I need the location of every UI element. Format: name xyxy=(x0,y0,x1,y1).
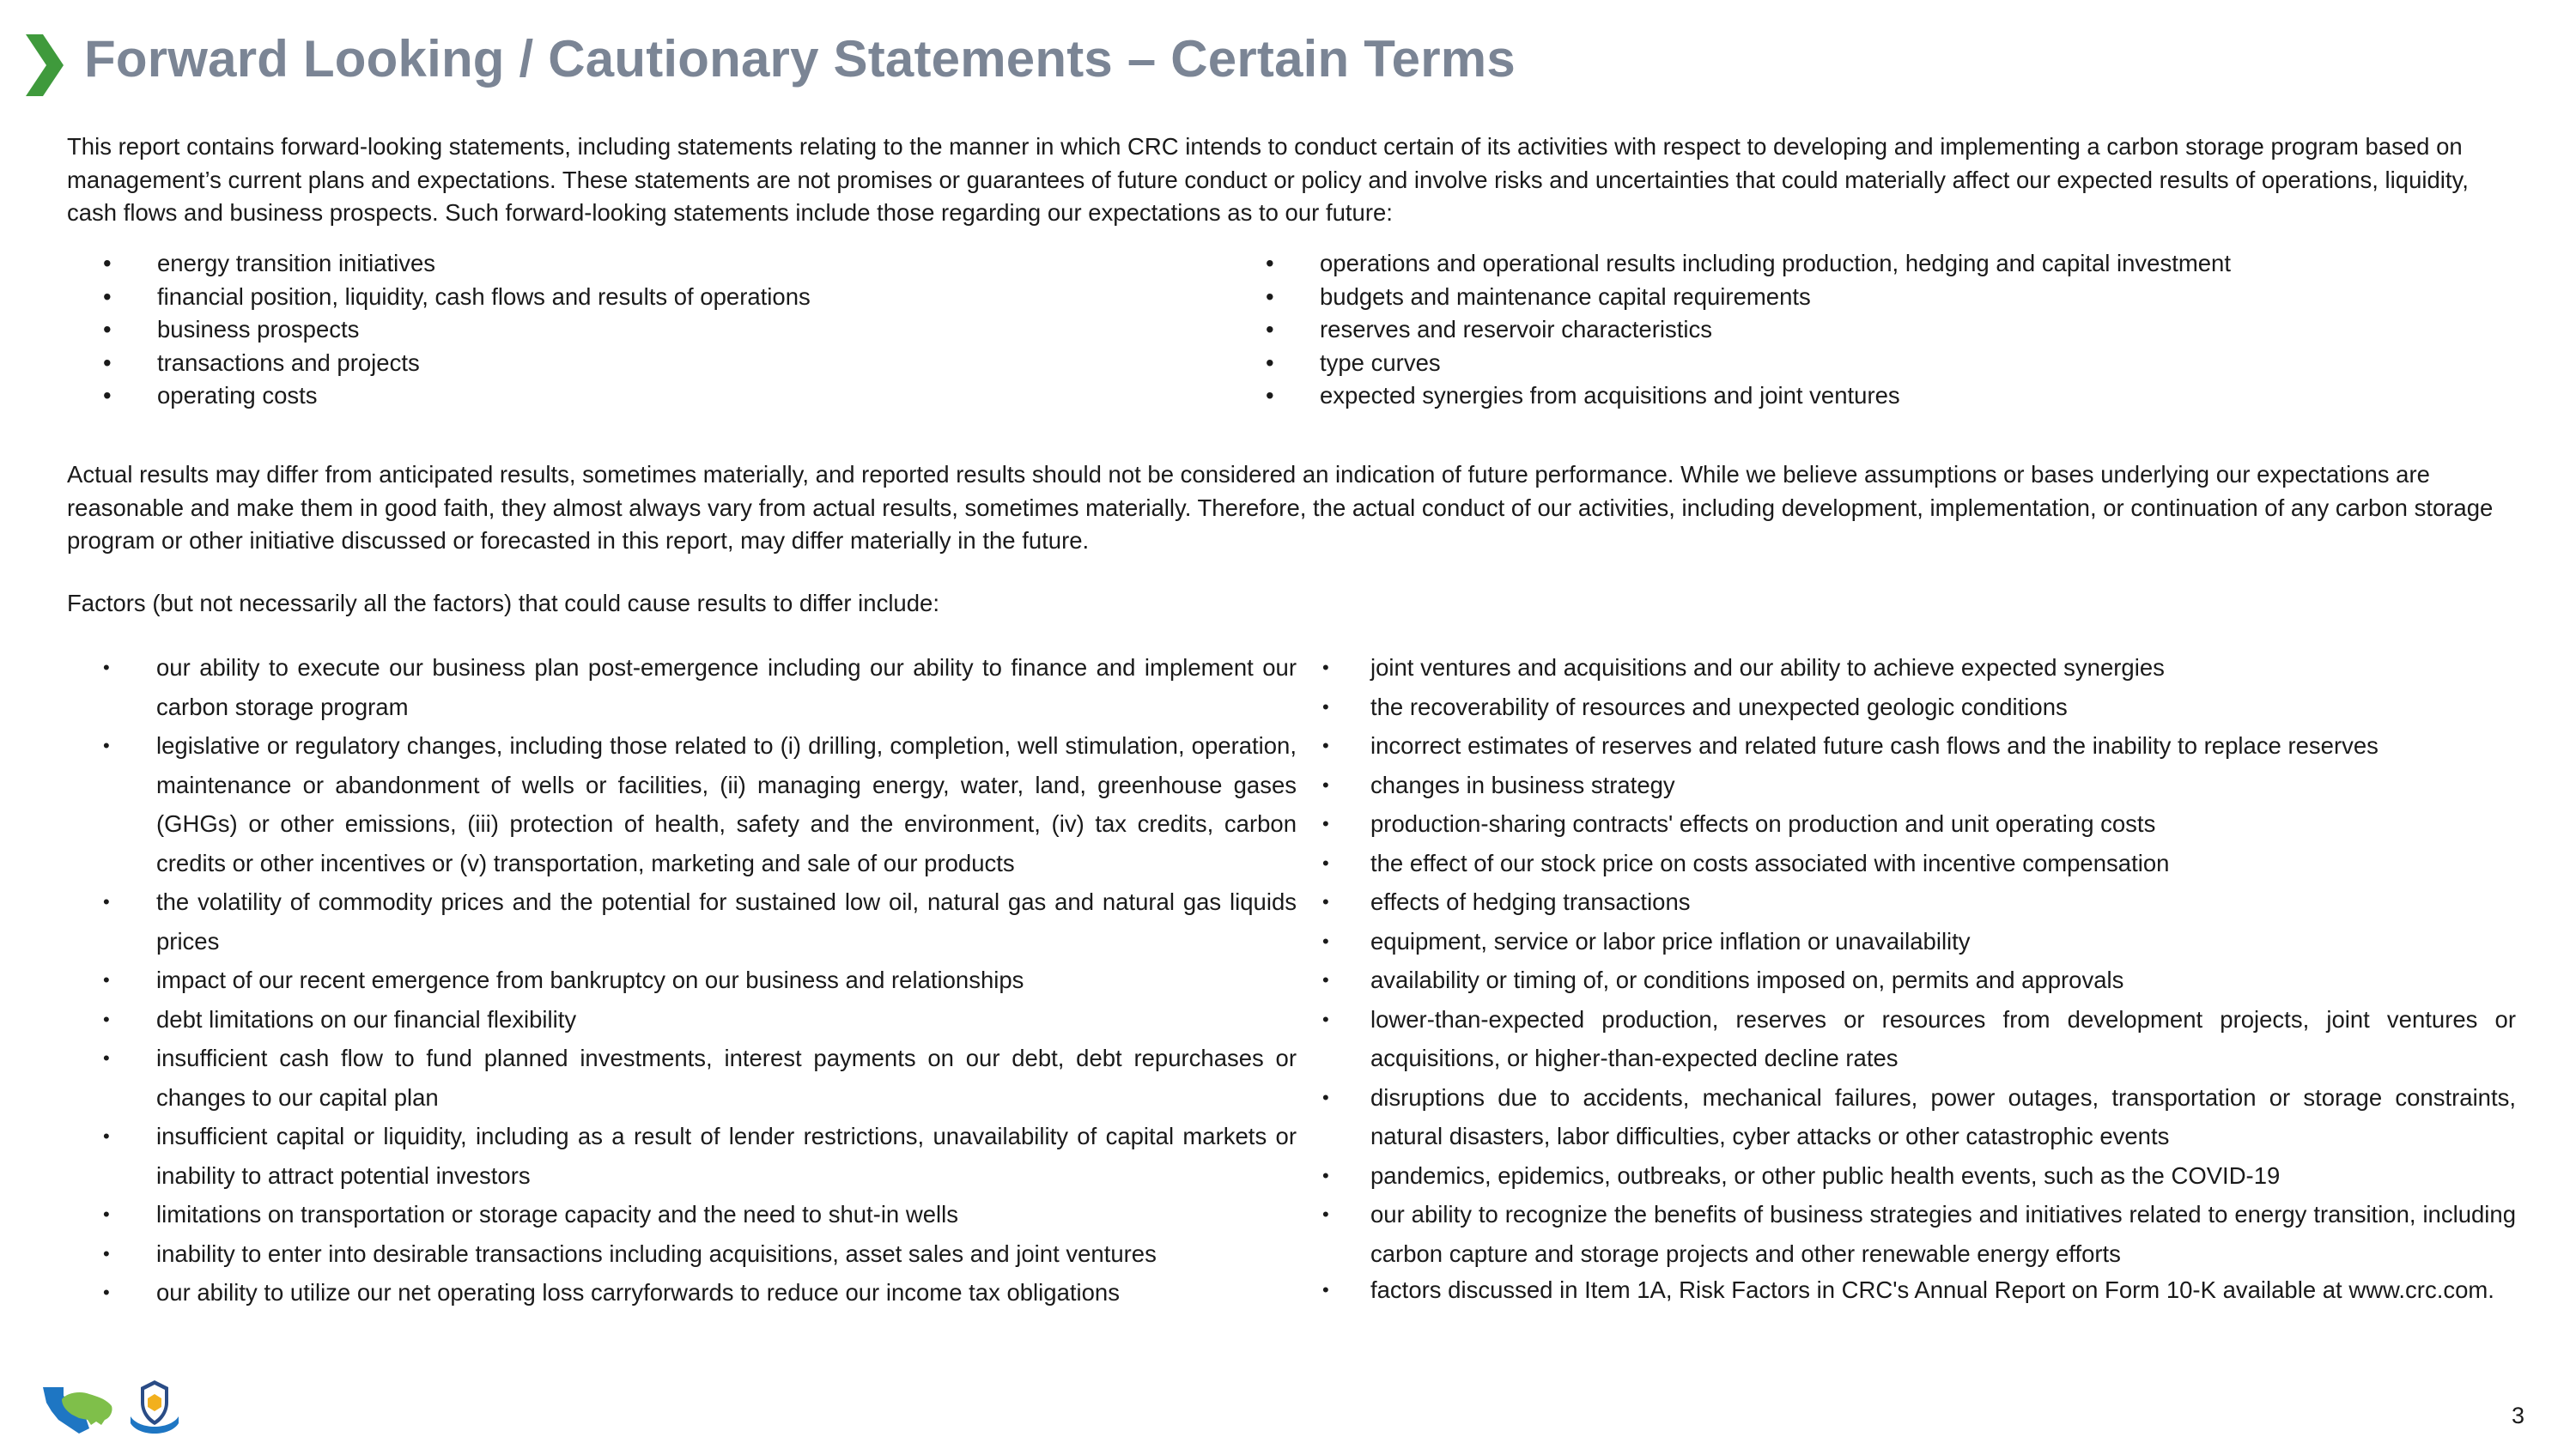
list-item: • the recoverability of resources and unexpected geologic conditions xyxy=(1322,688,2516,727)
list-item: • debt limitations on our financial flexibility xyxy=(69,1000,1297,1040)
list-item: • disruptions due to accidents, mechanical failures, power outages, transportation or storage constraints, natural disasters, labor difficulties, cyber attacks or other catastrophic events xyxy=(1322,1078,2516,1156)
list-item: • availability or timing of, or conditions imposed on, permits and approvals xyxy=(1322,961,2516,1000)
list-item: • transactions and projects xyxy=(69,347,1219,380)
list-item: • effects of hedging transactions xyxy=(1322,882,2516,922)
actual-results-paragraph: Actual results may differ from anticipated results, sometimes materially, and reported results should not be considered an indication of future performance. While we believe assumptions or bases underlying our expectations are reasonable and make them in good faith, they almost always vary from actual results, sometimes materially. Therefore, the actual conduct of our activities, including development, implementation, or continuation of any carbon storage program or other initiative discussed or forecasted in this report, may differ materially in the future. xyxy=(67,461,2494,554)
list-item: • legislative or regulatory changes, including those related to (i) drilling, completion, well stimulation, operation, maintenance or abandonment of wells or facilities, (ii) managing energy, water, land, greenhouse gases (GHGs) or other emissions, (iii) protection of health, safety and the environment, (iv) tax credits, carbon credits or other incentives or (v) transportation, marketing and sale of our products xyxy=(69,726,1297,882)
list-item: • the effect of our stock price on costs associated with incentive compensation xyxy=(1322,844,2516,883)
list-item: • energy transition initiatives xyxy=(69,247,1219,281)
list-item: • incorrect estimates of reserves and related future cash flows and the inability to replace reserves xyxy=(1322,726,2516,766)
list-item: • lower-than-expected production, reserves or resources from development projects, joint ventures or acquisitions, or higher-than-expected decline rates xyxy=(1322,1000,2516,1078)
list-item: • production-sharing contracts' effects on production and unit operating costs xyxy=(1322,804,2516,844)
list-item: • changes in business strategy xyxy=(1322,766,2516,805)
list-item: • business prospects xyxy=(69,313,1219,347)
list-item: • our ability to utilize our net operating loss carryforwards to reduce our income tax obligations xyxy=(69,1273,1297,1313)
list-item: • equipment, service or labor price inflation or unavailability xyxy=(1322,922,2516,961)
crc-logo-icon xyxy=(38,1380,189,1437)
list-item: • type curves xyxy=(1231,347,2519,380)
list-item: • joint ventures and acquisitions and our ability to achieve expected synergies xyxy=(1322,648,2516,688)
factors-list-right xyxy=(1322,648,2516,1307)
list-item: • insufficient cash flow to fund planned investments, interest payments on our debt, debt repurchases or changes to our capital plan xyxy=(69,1039,1297,1117)
expectations-list-left xyxy=(69,247,1219,413)
list-item: • our ability to execute our business plan post-emergence including our ability to finance and implement our carbon storage program xyxy=(69,648,1297,726)
list-item: • pandemics, epidemics, outbreaks, or other public health events, such as the COVID-19 xyxy=(1322,1156,2516,1196)
list-item: • limitations on transportation or storage capacity and the need to shut-in wells xyxy=(69,1195,1297,1234)
list-item: • insufficient capital or liquidity, including as a result of lender restrictions, unavailability of capital markets or inability to attract potential investors xyxy=(69,1117,1297,1195)
list-item: • reserves and reservoir characteristics xyxy=(1231,313,2519,347)
list-item: • operations and operational results including production, hedging and capital investment xyxy=(1231,247,2519,281)
list-item: • the volatility of commodity prices and the potential for sustained low oil, natural gas and natural gas liquids prices xyxy=(69,882,1297,961)
chevron-right-icon xyxy=(24,33,65,98)
factors-list-left xyxy=(69,648,1297,1313)
list-item: • budgets and maintenance capital requirements xyxy=(1231,281,2519,314)
page-title: Forward Looking / Cautionary Statements – Certain Terms xyxy=(84,30,1516,88)
list-item: • financial position, liquidity, cash flows and results of operations xyxy=(69,281,1219,314)
list-item: • our ability to recognize the benefits of business strategies and initiatives related to energy transition, including carbon capture and storage projects and other renewable energy efforts xyxy=(1322,1195,2516,1273)
expectations-list-right xyxy=(1231,247,2519,413)
list-item: • impact of our recent emergence from bankruptcy on our business and relationships xyxy=(69,961,1297,1000)
list-item: • factors discussed in Item 1A, Risk Factors in CRC's Annual Report on Form 10-K available at www.crc.com. xyxy=(1322,1274,2516,1307)
factors-intro: Factors (but not necessarily all the factors) that could cause results to differ include: xyxy=(67,590,939,616)
page-number: 3 xyxy=(2511,1403,2524,1428)
list-item: • expected synergies from acquisitions and joint ventures xyxy=(1231,379,2519,413)
list-item: • operating costs xyxy=(69,379,1219,413)
intro-paragraph: This report contains forward-looking statements, including statements relating to the manner in which CRC intends to conduct certain of its activities with respect to developing and implementing a carbon storage program based on management’s current plans and expectations. These statements are not promises or guarantees of future conduct or policy and involve risks and uncertainties that could materially affect our expected results of operations, liquidity, cash flows and business prospects. Such forward-looking statements include those regarding our expectations as to our future: xyxy=(67,133,2469,226)
list-item: • inability to enter into desirable transactions including acquisitions, asset sales and joint ventures xyxy=(69,1234,1297,1274)
